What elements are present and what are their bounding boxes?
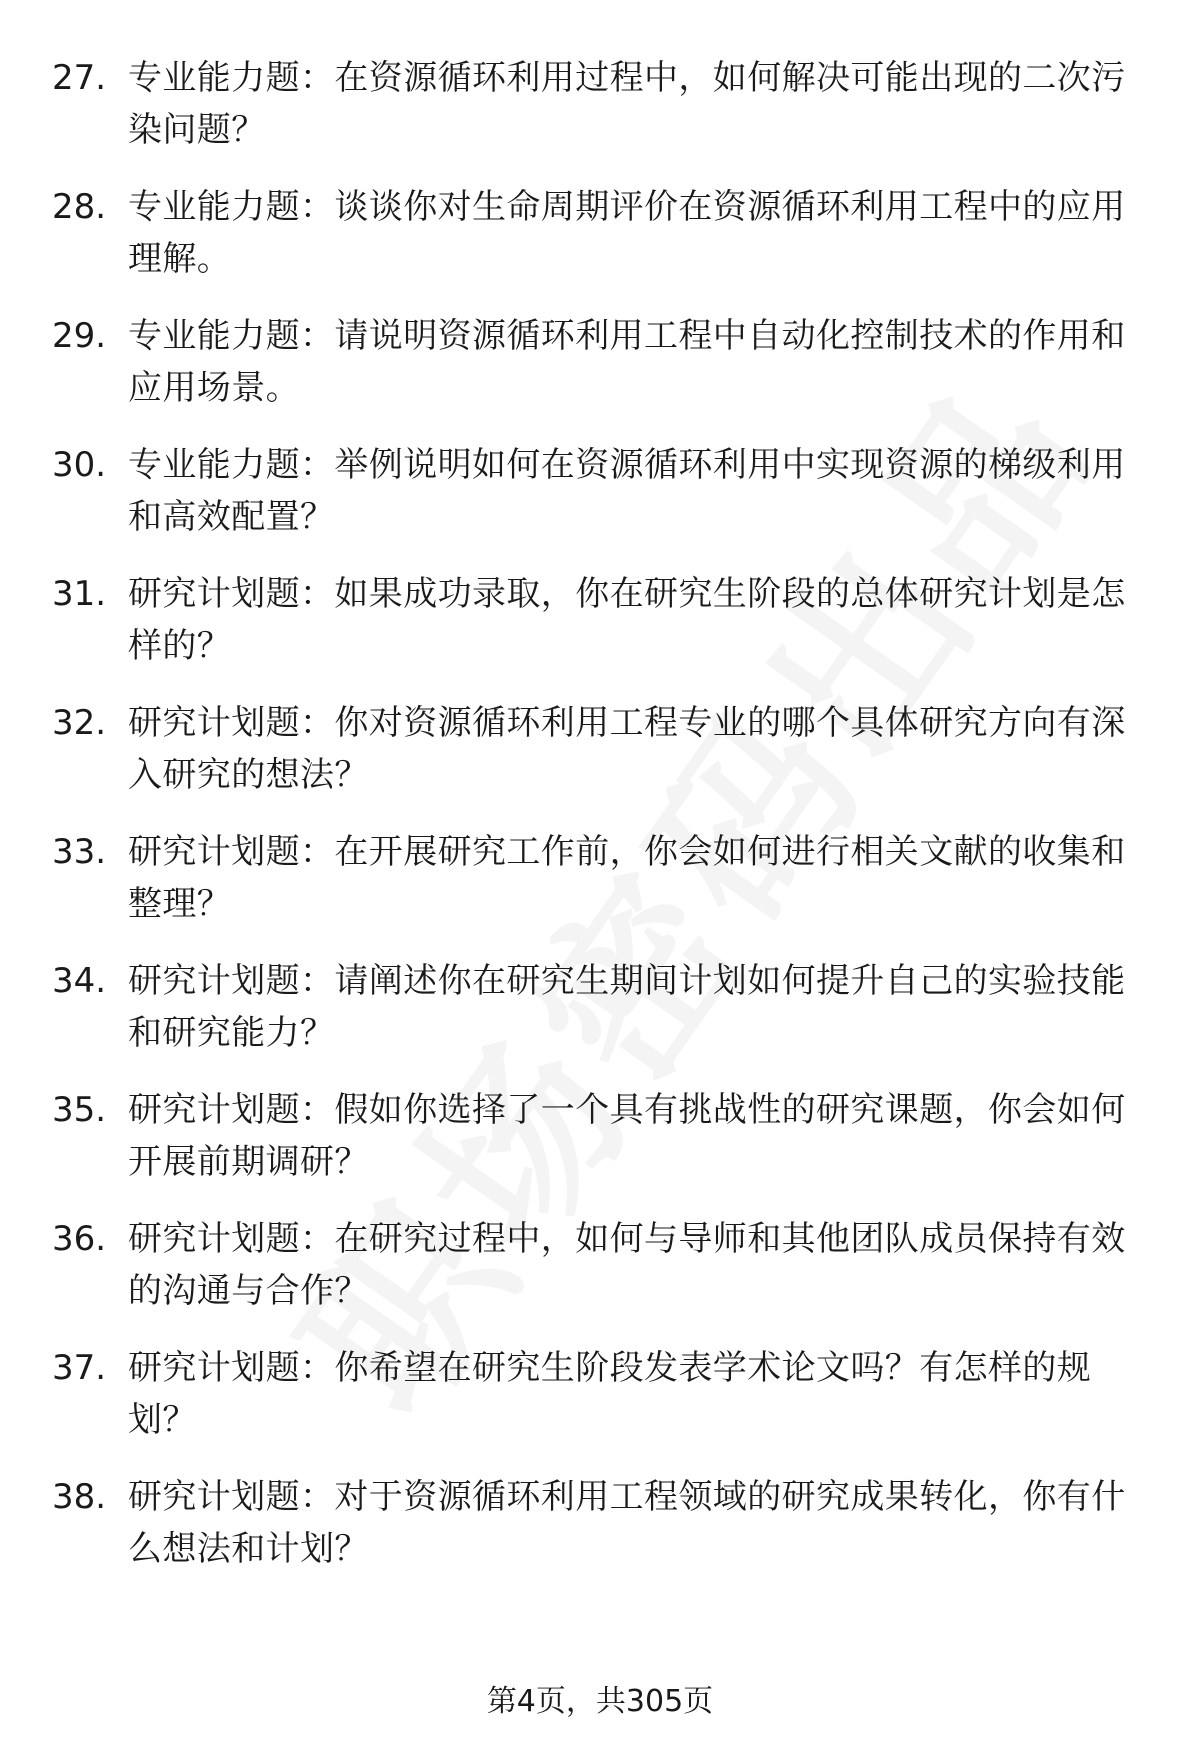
question-number: 34. [52,961,107,1001]
question-item [0,697,1200,826]
question-text: 研究计划题：假如你选择了一个具有挑战性的研究课题，你会如何开展前期调研？ [128,1090,1126,1182]
question-item [0,826,1200,955]
question-number: 30. [52,445,107,485]
question-list [0,52,1200,1600]
question-text: 研究计划题：你希望在研究生阶段发表学术论文吗？有怎样的规划？ [128,1348,1092,1440]
question-item [0,52,1200,181]
question-text: 研究计划题：请阐述你在研究生期间计划如何提升自己的实验技能和研究能力？ [128,961,1126,1053]
question-item [0,310,1200,439]
question-text: 专业能力题：在资源循环利用过程中，如何解决可能出现的二次污染问题？ [128,58,1126,150]
question-number: 31. [52,574,107,614]
page-footer: 第4页，共305页 [486,1684,714,1719]
question-text: 研究计划题：对于资源循环利用工程领域的研究成果转化，你有什么想法和计划？ [128,1477,1126,1569]
question-number: 33. [52,832,107,872]
question-item [0,1342,1200,1471]
question-item [0,1213,1200,1342]
question-item [0,1084,1200,1213]
question-item [0,955,1200,1084]
question-number: 37. [52,1348,107,1388]
question-item [0,568,1200,697]
question-number: 29. [52,316,107,356]
question-text: 专业能力题：请说明资源循环利用工程中自动化控制技术的作用和应用场景。 [128,316,1126,408]
question-text: 专业能力题：举例说明如何在资源循环利用中实现资源的梯级利用和高效配置？ [128,445,1126,537]
question-number: 38. [52,1477,107,1517]
question-item [0,439,1200,568]
question-text: 研究计划题：你对资源循环利用工程专业的哪个具体研究方向有深入研究的想法？ [128,703,1126,795]
question-text: 研究计划题：在研究过程中，如何与导师和其他团队成员保持有效的沟通与合作？ [128,1219,1126,1311]
question-item [0,181,1200,310]
question-number: 27. [52,58,107,98]
question-item [0,1471,1200,1600]
question-number: 36. [52,1219,107,1259]
question-text: 研究计划题：如果成功录取，你在研究生阶段的总体研究计划是怎样的？ [128,574,1126,666]
question-number: 28. [52,187,107,227]
question-number: 32. [52,703,107,743]
question-text: 研究计划题：在开展研究工作前，你会如何进行相关文献的收集和整理？ [128,832,1126,924]
question-text: 专业能力题：谈谈你对生命周期评价在资源循环利用工程中的应用理解。 [128,187,1126,279]
question-number: 35. [52,1090,107,1130]
